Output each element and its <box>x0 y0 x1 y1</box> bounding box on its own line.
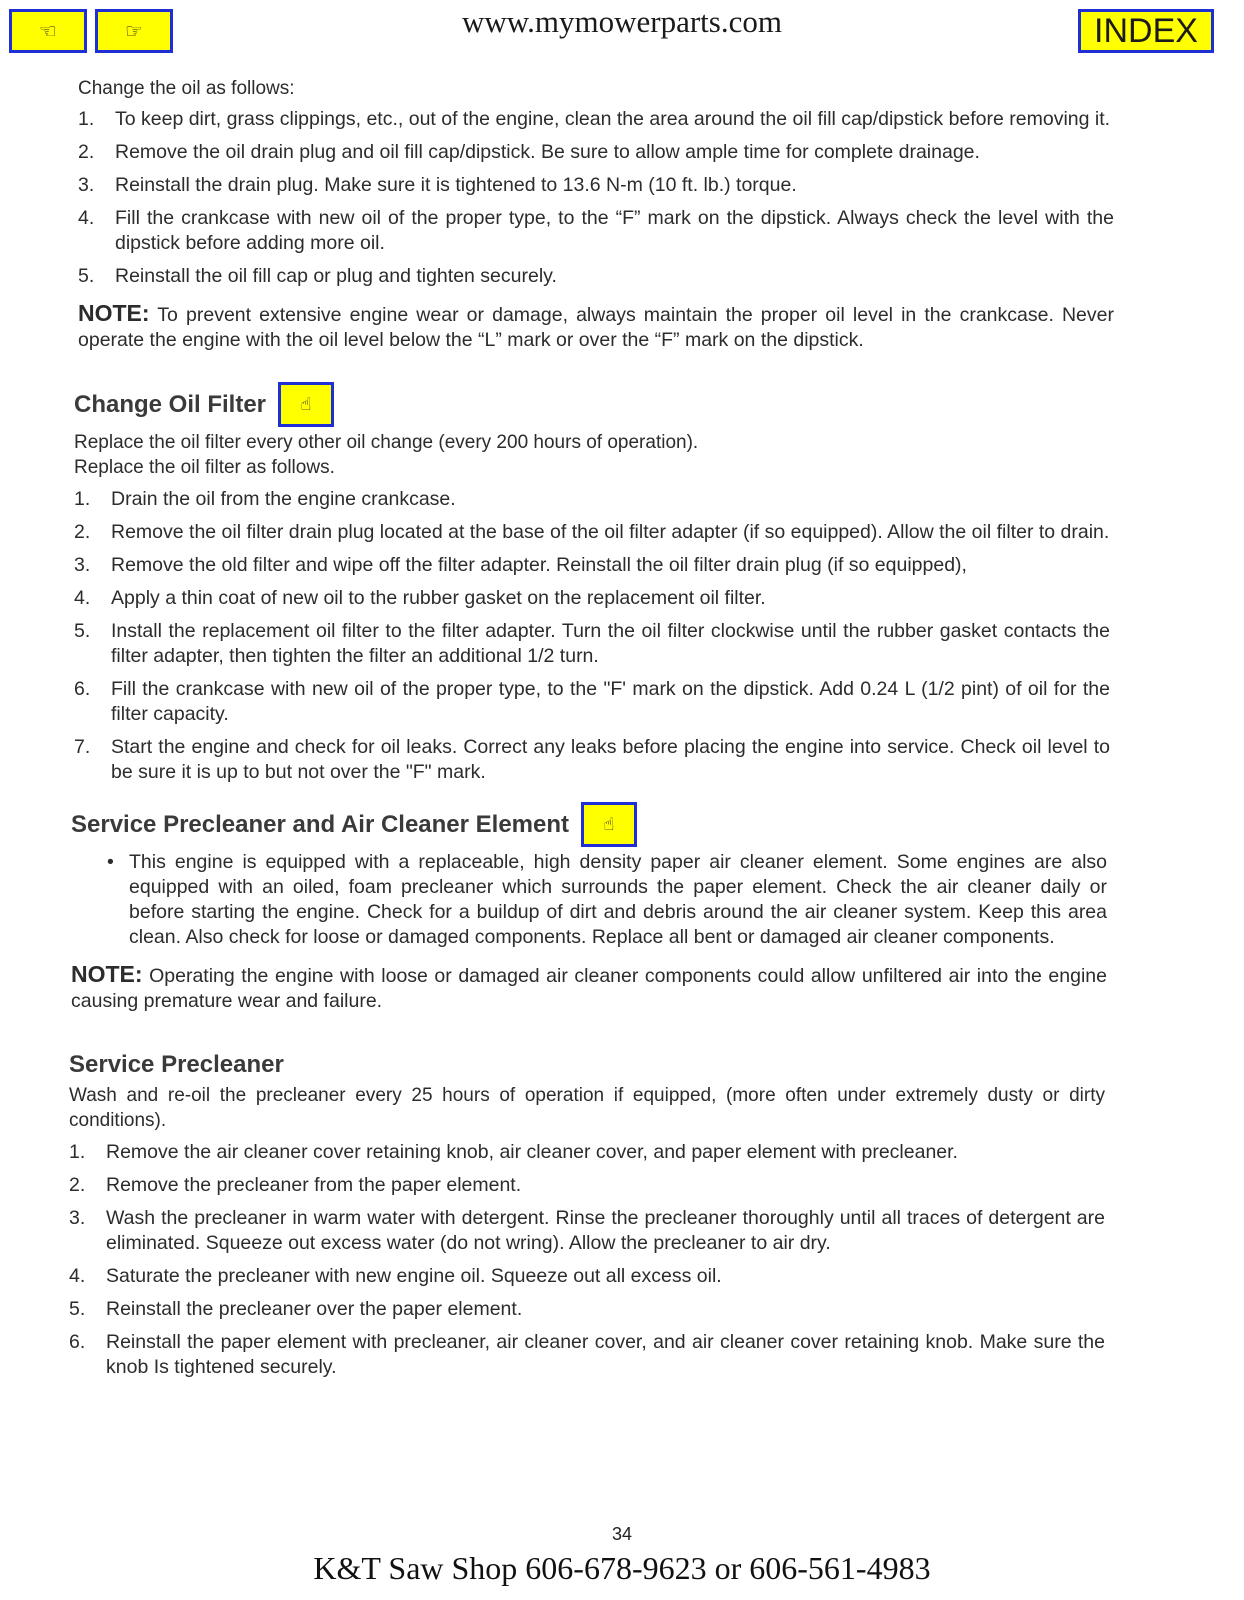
step-text: Reinstall the oil fill cap or plug and tighten securely. <box>115 265 557 287</box>
step-number: 1. <box>74 488 91 510</box>
step-number: 1. <box>69 1141 86 1163</box>
note-text: To prevent extensive engine wear or damage, always maintain the proper oil level in the crankcase. Never operate the engine with the oil level below the “L” mark or over the “F” mark on the dipstick. <box>78 304 1114 351</box>
hand-pointing-left-icon: ☜ <box>39 19 57 43</box>
list-item <box>69 1140 1105 1165</box>
footer-contact: K&T Saw Shop 606-678-9623 or 606-561-4983 <box>313 1550 931 1586</box>
list-item <box>74 677 1110 727</box>
step-number: 4. <box>78 207 95 229</box>
hand-pointing-up-icon: ☝ <box>300 394 312 415</box>
step-number: 6. <box>74 678 91 700</box>
air-cleaner-bullet <box>71 850 1107 950</box>
section-heading: Service Precleaner <box>69 1051 284 1078</box>
list-item <box>78 140 1114 165</box>
change-oil-steps <box>78 107 1114 289</box>
step-text: Remove the old filter and wipe off the filter adapter. Reinstall the oil filter drain plug (if so equipped), <box>111 554 967 576</box>
step-text: Wash the precleaner in warm water with detergent. Rinse the precleaner thoroughly until all traces of detergent are eliminated. Squeeze out excess water (do not wring). Allow the precleaner to air dry. <box>106 1207 1105 1254</box>
list-item <box>78 107 1114 132</box>
list-item <box>74 619 1110 669</box>
step-text: Drain the oil from the engine crankcase. <box>111 488 456 510</box>
list-item <box>74 735 1110 785</box>
list-item <box>74 520 1110 545</box>
list-item <box>69 1173 1105 1198</box>
step-text: Reinstall the paper element with precleaner, air cleaner cover, and air cleaner cover retaining knob. Make sure the knob Is tightened securely. <box>106 1331 1105 1378</box>
step-text: Start the engine and check for oil leaks. Correct any leaks before placing the engine into service. Check oil level to be sure it is up to but not over the "F" mark. <box>111 736 1110 783</box>
note-text: Operating the engine with loose or damaged air cleaner components could allow unfiltered air into the engine causing premature wear and failure. <box>71 965 1107 1012</box>
step-number: 5. <box>74 620 91 642</box>
note-label: NOTE: <box>78 300 150 326</box>
air-cleaner-section <box>71 802 1107 1014</box>
list-item <box>69 1206 1105 1256</box>
step-number: 1. <box>78 108 95 130</box>
list-item <box>78 173 1114 198</box>
bullet-text: This engine is equipped with a replaceable, high density paper air cleaner element. Some engines are also equipped with an oiled, foam precleaner which surrounds the paper element. Check the air cleaner daily or before starting the engine. Check for a buildup of dirt and debris around the air cleaner system. Keep this area clean. Also check for loose or damaged components. Replace all bent or damaged air cleaner components. <box>129 851 1107 948</box>
change-filter-steps <box>74 487 1110 785</box>
list-item <box>74 487 1110 512</box>
service-precleaner-section <box>69 1051 1105 1388</box>
filter-intro: Replace the oil filter every other oil change (every 200 hours of operation). <box>74 432 699 453</box>
step-text: To keep dirt, grass clippings, etc., out of the engine, clean the area around the oil fill cap/dipstick before removing it. <box>115 108 1111 130</box>
bullet-dot: • <box>107 851 114 873</box>
step-text: Saturate the precleaner with new engine oil. Squeeze out all excess oil. <box>106 1265 722 1287</box>
step-number: 2. <box>74 521 91 543</box>
step-text: Reinstall the drain plug. Make sure it is tightened to 13.6 N-m (10 ft. lb.) torque. <box>115 174 797 196</box>
air-cleaner-note <box>71 962 1107 1014</box>
step-text: Install the replacement oil filter to the filter adapter. Turn the oil filter clockwise until the rubber gasket contacts the filter adapter, then tighten the filter an additional 1/2 turn. <box>111 620 1110 667</box>
heading-text: Service Precleaner and Air Cleaner Element <box>71 810 570 838</box>
step-number: 7. <box>74 736 91 758</box>
step-number: 4. <box>69 1265 86 1287</box>
list-item <box>74 553 1110 578</box>
precleaner-intro: Wash and re-oil the precleaner every 25 hours of operation if equipped, (more often under extremely dusty or dirty conditions). <box>69 1085 1105 1131</box>
video-link-button[interactable] <box>581 802 637 847</box>
step-text: Remove the air cleaner cover retaining knob, air cleaner cover, and paper element with precleaner. <box>106 1141 958 1163</box>
note-label: NOTE: <box>71 961 143 987</box>
heading-text: Change Oil Filter <box>74 390 267 418</box>
step-text: Fill the crankcase with new oil of the proper type, to the "F' mark on the dipstick. Add 0.24 L (1/2 pint) of oil for the filter capacity. <box>111 678 1110 725</box>
step-text: Fill the crankcase with new oil of the proper type, to the “F” mark on the dipstick. Always check the level with the dipstick before adding more oil. <box>115 207 1114 254</box>
index-button[interactable]: INDEX <box>1078 9 1214 53</box>
step-text: Remove the oil filter drain plug located at the base of the oil filter adapter (if so equipped). Allow the oil filter to drain. <box>111 521 1110 543</box>
page-number: 34 <box>611 1524 633 1544</box>
step-text: Apply a thin coat of new oil to the rubber gasket on the replacement oil filter. <box>111 587 766 609</box>
step-number: 2. <box>69 1174 86 1196</box>
section-heading <box>71 802 1107 847</box>
list-item <box>74 586 1110 611</box>
step-number: 6. <box>69 1331 86 1353</box>
step-number: 5. <box>69 1298 86 1320</box>
precleaner-steps <box>69 1140 1105 1380</box>
oil-level-note <box>78 301 1114 353</box>
section-heading <box>74 382 1110 427</box>
change-oil-intro: Change the oil as follows: <box>78 78 295 99</box>
step-text: Remove the precleaner from the paper element. <box>106 1174 522 1196</box>
step-number: 4. <box>74 587 91 609</box>
list-item <box>69 1297 1105 1322</box>
step-number: 5. <box>78 265 95 287</box>
step-text: Reinstall the precleaner over the paper element. <box>106 1298 523 1320</box>
step-number: 3. <box>69 1207 86 1229</box>
video-link-button[interactable] <box>278 382 334 427</box>
hand-pointing-right-icon: ☞ <box>125 19 143 43</box>
step-number: 3. <box>78 174 95 196</box>
list-item <box>78 264 1114 289</box>
list-item <box>69 1264 1105 1289</box>
step-number: 2. <box>78 141 95 163</box>
list-item <box>69 1330 1105 1380</box>
list-item <box>78 206 1114 256</box>
site-url: www.mymowerparts.com <box>462 4 782 39</box>
change-oil-filter-section <box>74 382 1110 793</box>
step-number: 3. <box>74 554 91 576</box>
step-text: Remove the oil drain plug and oil fill cap/dipstick. Be sure to allow ample time for complete drainage. <box>115 141 980 163</box>
change-oil-section <box>78 76 1114 353</box>
filter-intro-2: Replace the oil filter as follows. <box>74 457 335 478</box>
hand-pointing-up-icon: ☝ <box>603 814 615 835</box>
